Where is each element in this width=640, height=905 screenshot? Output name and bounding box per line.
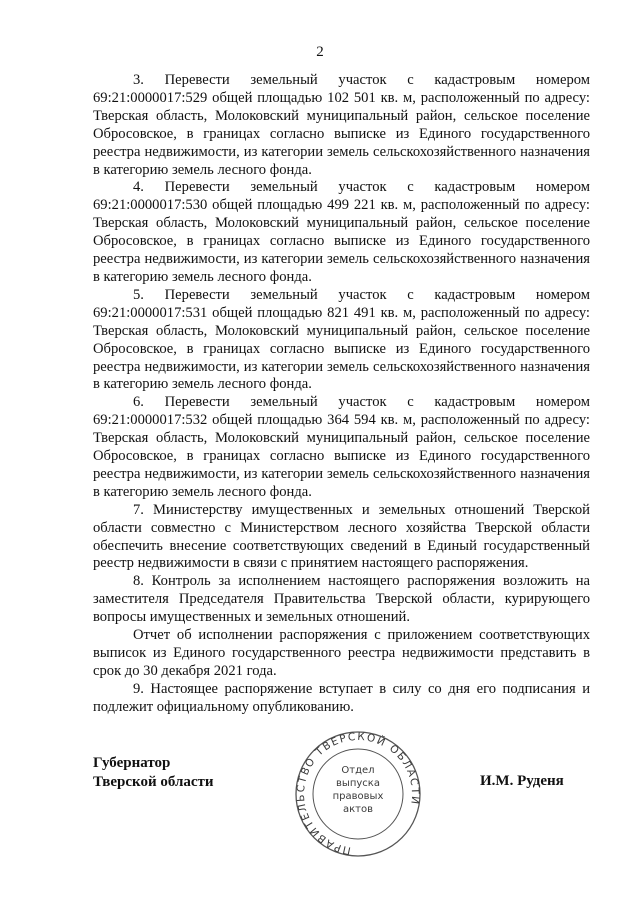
paragraph-item-8: 8. Контроль за исполнением настоящего распоряжения возложить на заместителя Председателя Правительства Тверской области, курирующего вопросы имущественных и земельных отношений.: [93, 573, 590, 626]
seal-stamp: [285, 730, 431, 858]
stamp-center-line-2: выпуска: [336, 778, 380, 789]
stamp-center-line-4: актов: [342, 804, 374, 815]
signer-name: И.М. Руденя: [480, 773, 564, 789]
paragraph-item-4: 4. Перевести земельный участок с кадастровым номером 69:21:0000017:530 общей площадью 499 221 кв. м, расположенный по адресу: Тверская область, Молоковский муниципальный район, сельское поселение Обросовское, в границах согласно выписке из Единого государственного реестра недвижимости, из категории земель сельскохозяйственного назначения в категорию земель лесного фонда.: [93, 179, 590, 285]
paragraph-item-9: 9. Настоящее распоряжение вступает в силу со дня его подписания и подлежит официальному опубликованию.: [93, 680, 590, 715]
stamp-ring-text: ПРАВИТЕЛЬСТВО ТВЕРСКОЙ ОБЛАСТИ: [294, 730, 422, 857]
signature-block: [0, 730, 640, 860]
stamp-center-line-1: Отдел: [341, 765, 375, 776]
page-number: 2: [316, 44, 324, 60]
paragraph-item-7: 7. Министерству имущественных и земельных отношений Тверской области совместно с Министерством лесного хозяйства Тверской области обеспечить внесение соответствующих сведений в Единый государственный реестр недвижимости в связи с принятием настоящего распоряжения.: [93, 501, 590, 572]
document-body: [93, 72, 590, 717]
paragraph-report: Отчет об исполнении распоряжения с приложением соответствующих выписок из Единого государственного реестра недвижимости представить в срок до 30 декабря 2021 года.: [93, 627, 590, 679]
stamp-center-line-3: правовых: [332, 791, 384, 802]
signer-position: [93, 754, 214, 791]
signer-position-line-2: Тверской области: [93, 773, 214, 790]
paragraph-item-5: 5. Перевести земельный участок с кадастровым номером 69:21:0000017:531 общей площадью 821 491 кв. м, расположенный по адресу: Тверская область, Молоковский муниципальный район, сельское поселение Обросовское, в границах согласно выписке из Единого государственного реестра недвижимости, из категории земель сельскохозяйственного назначения в категорию земель лесного фонда.: [93, 286, 590, 393]
paragraph-item-3: 3. Перевести земельный участок с кадастровым номером 69:21:0000017:529 общей площадью 102 501 кв. м, расположенный по адресу: Тверская область, Молоковский муниципальный район, сельское поселение Обросовское, в границах согласно выписке из Единого государственного реестра недвижимости, из категории земель сельскохозяйственного назначения в категорию земель лесного фонда.: [93, 72, 590, 178]
signer-position-line-1: Губернатор: [93, 755, 171, 771]
paragraph-item-6: 6. Перевести земельный участок с кадастровым номером 69:21:0000017:532 общей площадью 364 594 кв. м, расположенный по адресу: Тверская область, Молоковский муниципальный район, сельское поселение Обросовское, в границах согласно выписке из Единого государственного реестра недвижимости, из категории земель сельскохозяйственного назначения в категорию земель лесного фонда.: [93, 394, 590, 500]
